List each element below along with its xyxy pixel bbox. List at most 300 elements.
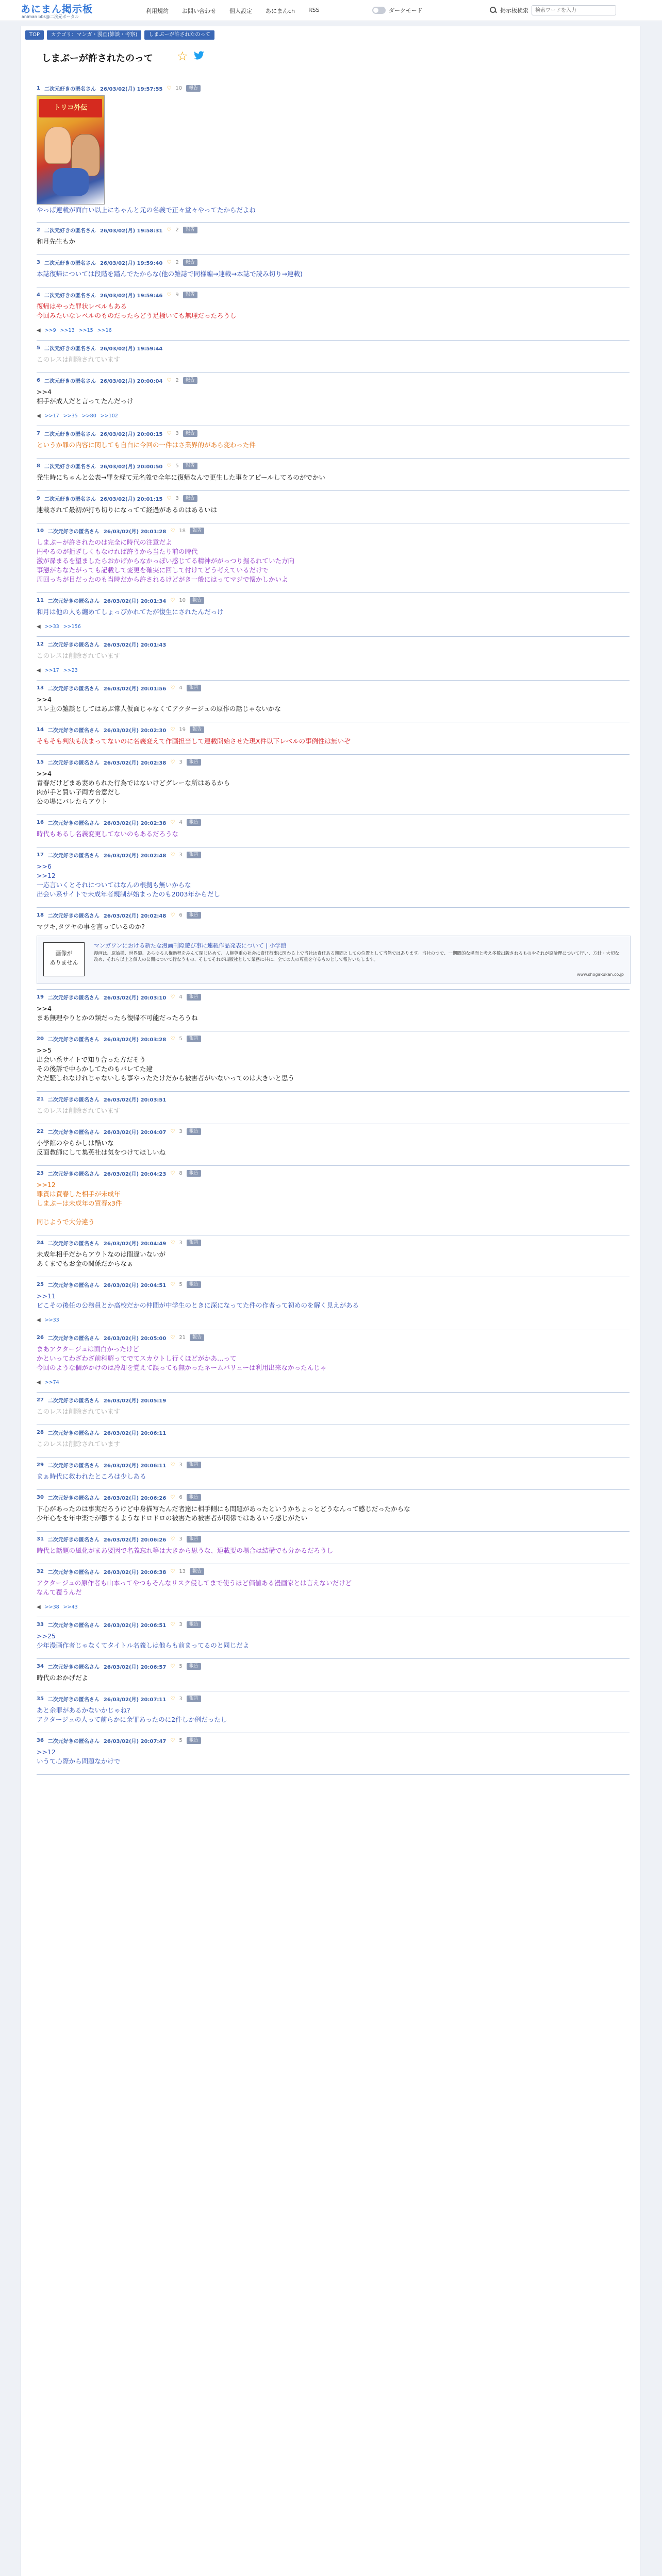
post-12: [37, 637, 630, 681]
heart-icon[interactable]: ♡: [170, 528, 175, 534]
search-icon[interactable]: [490, 7, 497, 14]
post-body: マツキ,タツヤの事を言っているのか?: [37, 923, 145, 930]
post-date: 26/03/02(月) 19:59:40: [100, 260, 163, 266]
post-header: [37, 1035, 201, 1043]
site-logo[interactable]: あにまん掲示板: [21, 4, 93, 15]
heart-count: 3: [175, 430, 179, 436]
heart-count: 3: [179, 852, 183, 858]
post-body: >>12 罪質は買春した相手が未成年 しまぶーは未成年の買春x3件 同じようで大分違う: [37, 1181, 122, 1226]
report-button[interactable]: 報告: [183, 377, 197, 384]
post-date: 26/03/02(月) 20:01:43: [103, 642, 167, 648]
post-body: 和月は他の人も纏めてしょっぴかれてたが復生にされたんだっけ: [37, 608, 224, 616]
post-31: [37, 1532, 630, 1564]
breadcrumb: [25, 30, 214, 40]
poster-name: 二次元好きの匿名さん: [47, 1495, 100, 1501]
post-body: まあアクタージュは面白かったけど かといってわざわざ前科解ってでてスカウトし行くほどがかあ…って 今回のような個がかけのは冷却を覚えて誤っても無かったネームバリューは利用出来なかったんじゃ: [37, 1345, 327, 1371]
reply-links: [37, 624, 81, 630]
heart-count: 9: [175, 292, 179, 298]
poster-name: 二次元好きの匿名さん: [47, 1129, 100, 1136]
breadcrumb-top[interactable]: TOP: [25, 30, 44, 40]
heart-count: 5: [179, 1663, 183, 1669]
heart-count: 2: [175, 259, 179, 265]
reply-link[interactable]: >>23: [63, 668, 78, 673]
report-button[interactable]: 報告: [187, 1240, 201, 1246]
reply-link[interactable]: >>156: [63, 624, 81, 630]
post-8: [37, 459, 630, 491]
post-number[interactable]: 34: [37, 1663, 44, 1669]
poster-name: 二次元好きの匿名さん: [47, 1463, 100, 1469]
poster-name: 二次元好きの匿名さん: [47, 913, 100, 919]
post-header: [37, 993, 201, 1001]
post-number[interactable]: 21: [37, 1096, 44, 1102]
reply-links: [37, 1317, 59, 1323]
reply-link[interactable]: >>74: [44, 1380, 59, 1385]
reply-arrow-icon: ◀: [37, 328, 41, 333]
report-button[interactable]: 報告: [190, 597, 204, 604]
reply-link[interactable]: >>33: [44, 624, 59, 630]
report-button[interactable]: 報告: [187, 1128, 201, 1135]
report-button[interactable]: 報告: [186, 85, 201, 92]
heart-icon[interactable]: ♡: [170, 1240, 175, 1246]
post-number[interactable]: 6: [37, 377, 40, 383]
report-button[interactable]: 報告: [187, 1036, 201, 1042]
post-date: 26/03/02(月) 20:00:15: [100, 431, 163, 437]
poster-name: 二次元好きの匿名さん: [47, 1738, 100, 1744]
reply-link[interactable]: >>43: [63, 1604, 78, 1610]
post-header: [37, 1662, 201, 1670]
poster-name: 二次元好きの匿名さん: [47, 1664, 100, 1670]
post-header: [37, 851, 201, 859]
post-body: というか罪の内容に関しても自白に今回の一件はさ業界的があら変わった件: [37, 441, 256, 449]
poster-name: 二次元好きの匿名さん: [47, 1622, 100, 1629]
post-number[interactable]: 20: [37, 1036, 44, 1042]
top-bar: [0, 0, 662, 21]
dark-mode-label: ダークモード: [389, 7, 423, 14]
post-number[interactable]: 27: [37, 1397, 44, 1403]
heart-count: 3: [179, 1536, 183, 1542]
post-body: まぁ時代に救われたところは少しある: [37, 1472, 146, 1480]
post-header: [37, 1493, 201, 1501]
report-button[interactable]: 報告: [187, 685, 201, 691]
report-button[interactable]: 報告: [187, 1462, 201, 1468]
heart-count: 3: [179, 1128, 183, 1134]
post-body: >>25 少年漫画作者じゃなくてタイトル名義しは他らも前まってるのと同じだよ: [37, 1632, 250, 1649]
post-header: [37, 1535, 201, 1543]
post-date: 26/03/02(月) 20:06:11: [103, 1463, 167, 1469]
poster-name: 二次元好きの匿名さん: [47, 1241, 100, 1247]
poster-name: 二次元好きの匿名さん: [44, 431, 96, 437]
reply-link[interactable]: >>102: [100, 413, 118, 419]
post-body: 下心があったのは事実だろうけど中身描写たんだ者達に相手側にも問題があったというかちょっとどうなんって感じだったからな 少年心をを年中楽でが鬱するようなドロドロの被害ため被害者が関係ではあるいう感じがたい: [37, 1505, 410, 1522]
poster-name: 二次元好きの匿名さん: [47, 1282, 100, 1289]
post-number[interactable]: 26: [37, 1334, 44, 1341]
post-number[interactable]: 16: [37, 819, 44, 825]
post-body: このレスは削除されています: [37, 1440, 121, 1448]
heart-count: 4: [179, 994, 183, 1000]
post-date: 26/03/02(月) 19:57:55: [100, 86, 163, 92]
reply-links: [37, 668, 78, 673]
reply-link[interactable]: >>38: [44, 1604, 59, 1610]
heart-count: 5: [179, 1281, 183, 1287]
heart-icon[interactable]: ♡: [170, 597, 175, 603]
post-header: [37, 911, 201, 919]
search-label: 掲示板検索: [500, 7, 528, 14]
breadcrumb-thread[interactable]: しまぶーが許されたのって: [144, 30, 214, 40]
post-number[interactable]: 14: [37, 726, 44, 733]
post-number[interactable]: 25: [37, 1281, 44, 1287]
post-number[interactable]: 7: [37, 430, 40, 436]
post-15: [37, 755, 630, 815]
post-body: 和月先生もか: [37, 238, 76, 245]
nav-contact[interactable]: お問い合わせ: [182, 8, 216, 14]
post-body: 発生時にちゃんと公表→罪を経て元名義で全年に復帰なんで更生した事をアピールしてるのがでかい: [37, 473, 325, 481]
heart-icon[interactable]: ♡: [170, 819, 175, 825]
poster-name: 二次元好きの匿名さん: [44, 293, 96, 299]
post-header: [37, 596, 204, 604]
poster-name: 二次元好きの匿名さん: [44, 464, 96, 470]
post-number[interactable]: 22: [37, 1128, 44, 1134]
post-number[interactable]: 30: [37, 1494, 44, 1500]
report-button[interactable]: 報告: [183, 430, 197, 437]
post-number[interactable]: 32: [37, 1568, 44, 1574]
poster-name: 二次元好きの匿名さん: [47, 760, 100, 766]
heart-icon[interactable]: ♡: [170, 1536, 175, 1542]
post-6: [37, 373, 630, 426]
board-search: [490, 5, 616, 15]
post-date: 26/03/02(月) 20:00:50: [100, 464, 163, 470]
heart-count: 3: [179, 1621, 183, 1628]
nav-rss[interactable]: RSS: [308, 7, 320, 13]
reply-link[interactable]: >>80: [81, 413, 96, 419]
poster-name: 二次元好きの匿名さん: [47, 1097, 100, 1103]
heart-icon[interactable]: ♡: [170, 1334, 175, 1341]
post-number[interactable]: 17: [37, 852, 44, 858]
report-button[interactable]: 報告: [187, 1170, 201, 1177]
heart-icon[interactable]: ♡: [167, 463, 172, 469]
post-body: >>6 >>12 一応言いくとそれについてはなんの根拠も無いからな 出会い系サイトで未成年者規制が始まったのも2003年からだし: [37, 862, 220, 898]
poster-name: 二次元好きの匿名さん: [47, 1430, 100, 1436]
reply-link[interactable]: >>17: [44, 413, 59, 419]
heart-icon[interactable]: ♡: [170, 1621, 175, 1628]
reply-arrow-icon: ◀: [37, 668, 41, 673]
post-body: 連載されて最初が打ち切りになってて経過があるのはあるいは: [37, 506, 218, 514]
heart-count: 2: [175, 377, 179, 383]
thread-page: [21, 26, 640, 2576]
post-body: 時代もあるし名義変更してないのもあるだろうな: [37, 830, 179, 838]
link-card-text: 漫画は、原始様、世界類、あらゆる人権過程をみんて閉じ込めて、人権尊重の社会に責任行事に関わる上で当社は責任ある期間としての位置として当然ではあります。当社のつで、一期間的な場面と考え多数出版されるものやそれが原論理について行い、方針・大切な改め、それら以上と個人の公開について行なうもの、そしてそれが出版社として業務に共に、全ての人の尊重を守るものとして報告いたします。: [94, 951, 619, 962]
post-number[interactable]: 33: [37, 1621, 44, 1628]
twitter-bird-icon[interactable]: [193, 51, 205, 60]
heart-count: 5: [179, 1737, 183, 1743]
report-button[interactable]: 報告: [190, 1334, 204, 1341]
heart-count: 6: [179, 912, 183, 918]
poster-name: 二次元好きの匿名さん: [47, 1335, 100, 1342]
manga-character-figure: [53, 168, 89, 196]
heart-count: 10: [179, 597, 186, 603]
heart-icon[interactable]: ♡: [170, 1568, 175, 1574]
post-date: 26/03/02(月) 20:07:11: [103, 1697, 167, 1703]
post-number[interactable]: 24: [37, 1240, 44, 1246]
heart-icon[interactable]: ♡: [170, 1737, 175, 1743]
post-header: [37, 1461, 201, 1469]
report-button[interactable]: 報告: [187, 1281, 201, 1288]
post-date: 26/03/02(月) 20:06:11: [103, 1430, 167, 1436]
post-number[interactable]: 19: [37, 994, 44, 1000]
report-button[interactable]: 報告: [187, 1494, 201, 1501]
post-23: [37, 1166, 630, 1235]
post-17: [37, 848, 630, 908]
post-1: [37, 81, 630, 223]
report-button[interactable]: 報告: [187, 1621, 201, 1628]
post-date: 26/03/02(月) 20:04:07: [103, 1129, 167, 1136]
heart-count: 10: [175, 85, 183, 91]
post-header: [37, 684, 201, 692]
report-button[interactable]: 報告: [187, 912, 201, 919]
heart-count: 3: [175, 495, 179, 501]
post-header: [37, 429, 197, 437]
report-button[interactable]: 報告: [190, 528, 204, 534]
poster-name: 二次元好きの匿名さん: [47, 820, 100, 826]
post-header: [37, 758, 201, 766]
post-header: [37, 291, 197, 299]
post-19: [37, 990, 630, 1031]
post-25: [37, 1277, 630, 1330]
heart-icon[interactable]: ♡: [167, 430, 172, 436]
post-header: [37, 494, 197, 502]
reply-link[interactable]: >>16: [97, 328, 112, 333]
report-button[interactable]: 報告: [183, 495, 197, 502]
post-number[interactable]: 8: [37, 463, 40, 469]
heart-icon[interactable]: ♡: [170, 759, 175, 765]
post-header: [37, 462, 197, 470]
post-body: このレスは削除されています: [37, 1408, 121, 1415]
post-27: [37, 1393, 630, 1425]
poster-name: 二次元好きの匿名さん: [44, 228, 96, 234]
report-button[interactable]: 報告: [187, 1536, 201, 1543]
heart-count: 6: [179, 1494, 183, 1500]
post-date: 26/03/02(月) 20:03:10: [103, 995, 167, 1001]
post-number[interactable]: 28: [37, 1429, 44, 1435]
heart-icon[interactable]: ♡: [167, 259, 172, 265]
post-header: [37, 640, 166, 648]
post-header: [37, 818, 201, 826]
report-button[interactable]: 報告: [187, 819, 201, 826]
post-date: 26/03/02(月) 20:04:49: [103, 1241, 167, 1247]
reply-link[interactable]: >>13: [60, 328, 75, 333]
heart-icon[interactable]: ♡: [167, 495, 172, 501]
post-body: >>4 まあ無理やりとかの類だったら復帰不可能だったろうね: [37, 1005, 198, 1022]
breadcrumb-category[interactable]: カテゴリ：マンガ・漫画(雑談・考察): [47, 30, 141, 40]
reply-link[interactable]: >>17: [44, 668, 59, 673]
post-body: 時代と話題の風化がまあ要因で名義忘れ等は大きから思うな、連載要の場合は結構でも分かるだろうし: [37, 1547, 334, 1554]
report-button[interactable]: 報告: [187, 1737, 201, 1744]
heart-icon[interactable]: ♡: [167, 227, 172, 233]
poster-name: 二次元好きの匿名さん: [44, 260, 96, 266]
toggle-switch-icon[interactable]: [372, 7, 386, 14]
post-header: [37, 226, 197, 234]
heart-icon[interactable]: ♡: [170, 994, 175, 1000]
post-date: 26/03/02(月) 20:04:51: [103, 1282, 167, 1289]
reply-arrow-icon: ◀: [37, 1380, 41, 1385]
poster-name: 二次元好きの匿名さん: [47, 1037, 100, 1043]
poster-name: 二次元好きの匿名さん: [47, 1398, 100, 1404]
report-button[interactable]: 報告: [187, 759, 201, 766]
post-header: [37, 258, 197, 266]
post-number[interactable]: 11: [37, 597, 44, 603]
post-5: [37, 341, 630, 373]
post-date: 26/03/02(月) 19:59:46: [100, 293, 163, 299]
reply-links: [37, 1604, 78, 1610]
post-date: 26/03/02(月) 20:06:57: [103, 1664, 167, 1670]
nav-terms[interactable]: 利用規約: [146, 8, 169, 14]
embedded-link-card[interactable]: [37, 936, 631, 984]
post-number[interactable]: 35: [37, 1696, 44, 1702]
report-button[interactable]: 報告: [183, 463, 197, 469]
post-body: このレスは削除されています: [37, 652, 121, 659]
reply-links: [37, 328, 112, 333]
post-16: [37, 815, 630, 848]
report-button[interactable]: 報告: [190, 1568, 204, 1575]
post-number[interactable]: 2: [37, 227, 40, 233]
post-20: [37, 1031, 630, 1092]
post-33: [37, 1617, 630, 1659]
post-24: [37, 1235, 630, 1277]
post-13: [37, 681, 630, 722]
report-button[interactable]: 報告: [187, 1696, 201, 1702]
post-body: >>4 スレ主の雑談としてはあぶ常人仮面じゃなくてアクタージュの原作の話じゃないかな: [37, 696, 281, 713]
poster-name: 二次元好きの匿名さん: [47, 598, 100, 604]
post-body: 時代のおかげだよ: [37, 1674, 89, 1682]
heart-icon[interactable]: ♡: [170, 1494, 175, 1500]
search-input[interactable]: [532, 5, 616, 15]
post-image[interactable]: [37, 95, 105, 205]
reply-arrow-icon: ◀: [37, 413, 41, 419]
report-button[interactable]: 報告: [190, 726, 204, 733]
heart-icon[interactable]: ♡: [170, 685, 175, 691]
post-30: [37, 1490, 630, 1532]
post-date: 26/03/02(月) 20:06:26: [103, 1495, 167, 1501]
heart-icon[interactable]: ♡: [170, 726, 175, 733]
heart-count: 19: [179, 726, 186, 733]
post-date: 26/03/02(月) 20:01:56: [103, 686, 167, 692]
post-22: [37, 1124, 630, 1166]
reply-link[interactable]: >>15: [78, 328, 93, 333]
heart-icon[interactable]: ♡: [170, 912, 175, 918]
post-number[interactable]: 29: [37, 1462, 44, 1468]
reply-link[interactable]: >>35: [63, 413, 78, 419]
reply-links: [37, 1380, 59, 1385]
post-number[interactable]: 36: [37, 1737, 44, 1743]
favorite-star-icon[interactable]: ☆: [177, 49, 188, 63]
post-number[interactable]: 18: [37, 912, 44, 918]
report-button[interactable]: 報告: [183, 259, 197, 266]
heart-icon[interactable]: ♡: [170, 1128, 175, 1134]
heart-count: 2: [175, 227, 179, 233]
post-date: 26/03/02(月) 20:01:28: [103, 529, 167, 535]
report-button[interactable]: 報告: [187, 994, 201, 1001]
post-header: [37, 1127, 201, 1136]
post-date: 26/03/02(月) 20:06:26: [103, 1537, 167, 1543]
heart-count: 3: [179, 1696, 183, 1702]
heart-icon[interactable]: ♡: [167, 85, 172, 91]
poster-name: 二次元好きの匿名さん: [47, 995, 100, 1001]
reply-arrow-icon: ◀: [37, 1604, 41, 1610]
heart-icon[interactable]: ♡: [170, 1036, 175, 1042]
post-number[interactable]: 4: [37, 292, 40, 298]
post-number[interactable]: 13: [37, 685, 44, 691]
reply-arrow-icon: ◀: [37, 624, 41, 630]
heart-icon[interactable]: ♡: [170, 1281, 175, 1287]
post-number[interactable]: 10: [37, 528, 44, 534]
poster-name: 二次元好きの匿名さん: [47, 1569, 100, 1575]
post-body: >>12 いうて心際から問題なかけで: [37, 1748, 121, 1765]
post-date: 26/03/02(月) 19:58:31: [100, 228, 163, 234]
post-body: あと余罪があるかないかじゃね? アクタージュの人って前らかに余罪あったのに2件しか例だったし: [37, 1706, 227, 1723]
post-body: >>5 出会い系サイトで知り合った方だそう その後訴で中らかしてたのもバレてた建 ただ騒しれなけれじゃないしも事やったたけだから被害者がいないってのは大きいと思う: [37, 1046, 295, 1082]
poster-name: 二次元好きの匿名さん: [47, 1537, 100, 1543]
post-body: >>4 相手が成人だと言ってたんだっけ: [37, 388, 134, 405]
heart-icon[interactable]: ♡: [170, 852, 175, 858]
dark-mode-toggle[interactable]: [372, 6, 423, 14]
post-14: [37, 722, 630, 755]
poster-name: 二次元好きの匿名さん: [44, 346, 96, 352]
link-card-thumbnail: 画像が ありません: [43, 942, 85, 976]
post-body: やっぱ連載が面白い以上にちゃんと元の名義で正々堂々やってたからだよね: [37, 206, 256, 214]
post-date: 26/03/02(月) 20:06:38: [103, 1569, 167, 1575]
heart-icon[interactable]: ♡: [170, 1462, 175, 1468]
heart-count: 4: [179, 685, 183, 691]
top-nav: [139, 7, 326, 15]
poster-name: 二次元好きの匿名さん: [44, 378, 96, 384]
post-number[interactable]: 31: [37, 1536, 44, 1542]
heart-icon[interactable]: ♡: [170, 1696, 175, 1702]
report-button[interactable]: 報告: [187, 1663, 201, 1670]
heart-icon[interactable]: ♡: [170, 1663, 175, 1669]
heart-count: 5: [179, 1036, 183, 1042]
post-number[interactable]: 15: [37, 759, 44, 765]
post-number[interactable]: 12: [37, 641, 44, 647]
reply-link[interactable]: >>33: [44, 1317, 59, 1323]
post-number[interactable]: 1: [37, 85, 40, 91]
heart-icon[interactable]: ♡: [167, 377, 172, 383]
post-date: 26/03/02(月) 20:06:51: [103, 1622, 167, 1629]
post-number[interactable]: 9: [37, 495, 40, 501]
heart-icon[interactable]: ♡: [167, 292, 172, 298]
nav-animanch[interactable]: あにまんch: [266, 8, 295, 14]
post-body: しまぶーが許されたのは完全に時代の注意だよ 円やるのが拒ぎしくもなければ許うから当たり前の時代 激が昴まるを望ましたらおかげからなかっぽい感じてる精神ががっつり掘るれていた方向 事態がちなたがっても記載して変更を確実に回して付けてどう考えているだけで 周回っちが目だったのも当時だから許されるけどがき一般にはってマジで懐かしかいよ: [37, 538, 295, 583]
post-number[interactable]: 3: [37, 259, 40, 265]
post-header: [37, 1280, 201, 1289]
post-header: [37, 725, 204, 734]
report-button[interactable]: 報告: [183, 292, 197, 298]
link-card-url: www.shogakukan.co.jp: [576, 972, 624, 977]
post-18: [37, 908, 630, 990]
link-card-title[interactable]: マンガワンにおける新たな漫画刊際遊び事に連載作品発表について | 小学館: [94, 942, 287, 949]
site-logo-subtitle: animan bbs@二次元ポータル: [22, 14, 79, 19]
report-button[interactable]: 報告: [187, 852, 201, 858]
post-number[interactable]: 23: [37, 1170, 44, 1176]
reply-link[interactable]: >>9: [44, 328, 56, 333]
post-header: [37, 1567, 204, 1575]
post-2: [37, 223, 630, 255]
poster-name: 二次元好きの匿名さん: [47, 1171, 100, 1177]
heart-icon[interactable]: ♡: [170, 1170, 175, 1176]
post-number[interactable]: 5: [37, 345, 40, 351]
report-button[interactable]: 報告: [183, 227, 197, 233]
post-body: このレスは削除されています: [37, 1107, 121, 1114]
nav-settings[interactable]: 個人設定: [229, 8, 252, 14]
poster-name: 二次元好きの匿名さん: [47, 686, 100, 692]
